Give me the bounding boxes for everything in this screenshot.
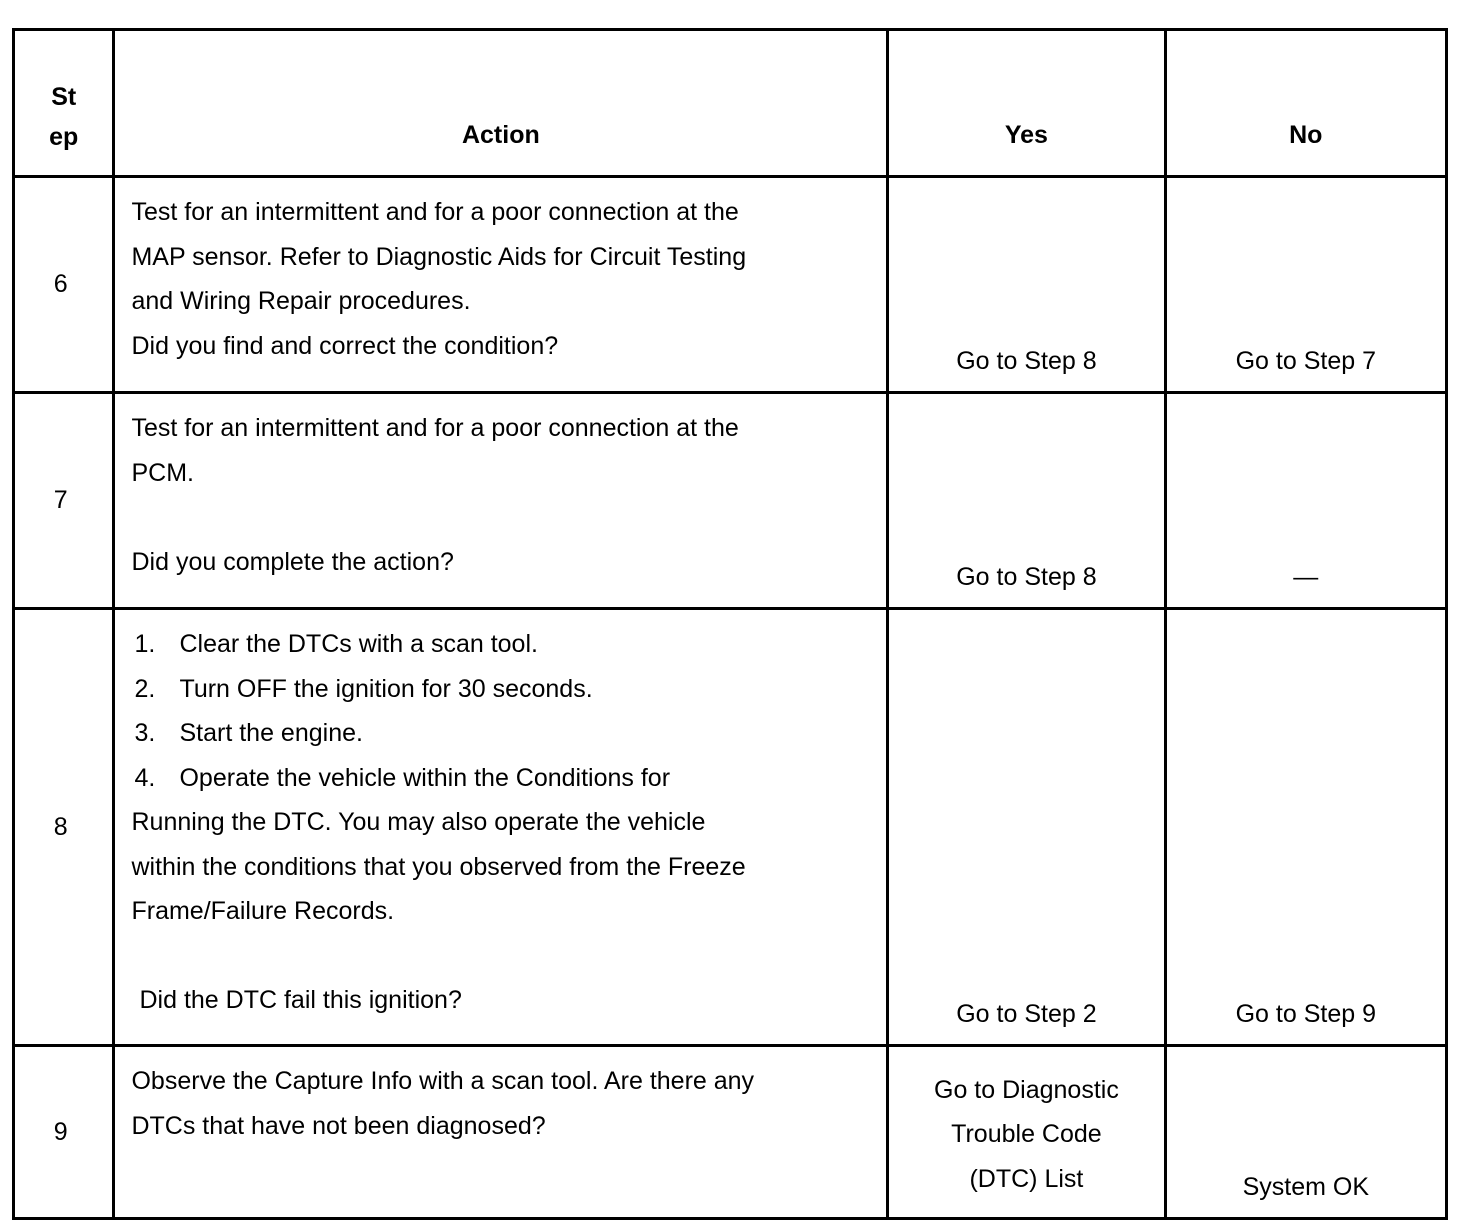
action-cell: [114, 609, 888, 1046]
header-action-label: Action: [461, 120, 540, 149]
item-text: Operate the vehicle within the Conditions for: [179, 763, 671, 792]
table-row: [14, 609, 1447, 1046]
numbered-item: [131, 756, 868, 801]
no-result: System OK: [1242, 1172, 1369, 1201]
no-result: —: [1293, 562, 1319, 591]
spacer: [131, 495, 868, 540]
table-header-row: [14, 30, 1447, 177]
action-question: Did the DTC fail this ignition?: [139, 986, 462, 1014]
action-cell: [114, 177, 888, 393]
yes-result: Go to Step 8: [956, 346, 1097, 375]
no-result: Go to Step 9: [1235, 999, 1376, 1028]
header-yes-label: Yes: [1004, 120, 1048, 149]
action-text-line: Test for an intermittent and for a poor connection at the: [131, 414, 739, 442]
step-number: 6: [14, 177, 114, 393]
no-result: Go to Step 7: [1235, 346, 1376, 375]
item-number: 2.: [134, 674, 156, 703]
action-text-line: Frame/Failure Records.: [131, 897, 395, 925]
yes-result: Go to Step 8: [956, 562, 1097, 591]
yes-cell: [888, 177, 1165, 393]
header-step-line1: St: [51, 83, 77, 111]
step-number: 8: [14, 609, 114, 1046]
diagnostic-table: [12, 28, 1448, 1220]
no-cell: [1165, 609, 1446, 1046]
numbered-item: [131, 622, 868, 667]
action-cell: [114, 393, 888, 609]
item-number: 4.: [134, 763, 156, 792]
item-number: 3.: [134, 719, 156, 747]
action-question: Did you complete the action?: [131, 547, 454, 576]
yes-result-line: (DTC) List: [969, 1164, 1084, 1193]
header-no: [1165, 30, 1446, 177]
table-row: [14, 177, 1447, 393]
spacer: [131, 934, 868, 979]
action-cell: [114, 1046, 888, 1219]
action-text-line: Running the DTC. You may also operate the vehicle: [131, 808, 706, 836]
item-text: Turn OFF the ignition for 30 seconds.: [179, 674, 593, 703]
yes-cell: [888, 1046, 1165, 1219]
action-text-line: Observe the Capture Info with a scan tool. Are there any: [131, 1067, 755, 1095]
no-cell: [1165, 177, 1446, 393]
step-number: 7: [14, 393, 114, 609]
header-step: [14, 30, 114, 177]
item-text: Start the engine.: [179, 719, 363, 747]
step-number: 9: [14, 1046, 114, 1219]
action-text-line: Test for an intermittent and for a poor connection at the: [131, 198, 739, 226]
no-cell: [1165, 393, 1446, 609]
action-text-line: PCM.: [131, 458, 194, 487]
action-text-line: and Wiring Repair procedures.: [131, 287, 471, 315]
yes-result-line: Trouble Code: [951, 1120, 1102, 1148]
numbered-item: [131, 667, 868, 712]
table-row: [14, 1046, 1447, 1219]
action-question: DTCs that have not been diagnosed?: [131, 1111, 546, 1140]
header-action: [114, 30, 888, 177]
table-row: [14, 393, 1447, 609]
yes-cell: [888, 609, 1165, 1046]
action-text-line: within the conditions that you observed from the Freeze: [131, 852, 746, 881]
header-yes: [888, 30, 1165, 177]
numbered-item: [131, 711, 868, 756]
header-no-label: No: [1289, 120, 1323, 149]
yes-cell: [888, 393, 1165, 609]
action-text-line: MAP sensor. Refer to Diagnostic Aids for Circuit Testing: [131, 242, 747, 271]
header-step-line2: ep: [49, 123, 79, 151]
yes-result: Go to Step 2: [956, 999, 1097, 1028]
item-text: Clear the DTCs with a scan tool.: [179, 630, 538, 658]
item-number: 1.: [134, 630, 156, 658]
no-cell: [1165, 1046, 1446, 1219]
action-question: Did you find and correct the condition?: [131, 331, 559, 360]
yes-result-line: Go to Diagnostic: [934, 1075, 1119, 1104]
